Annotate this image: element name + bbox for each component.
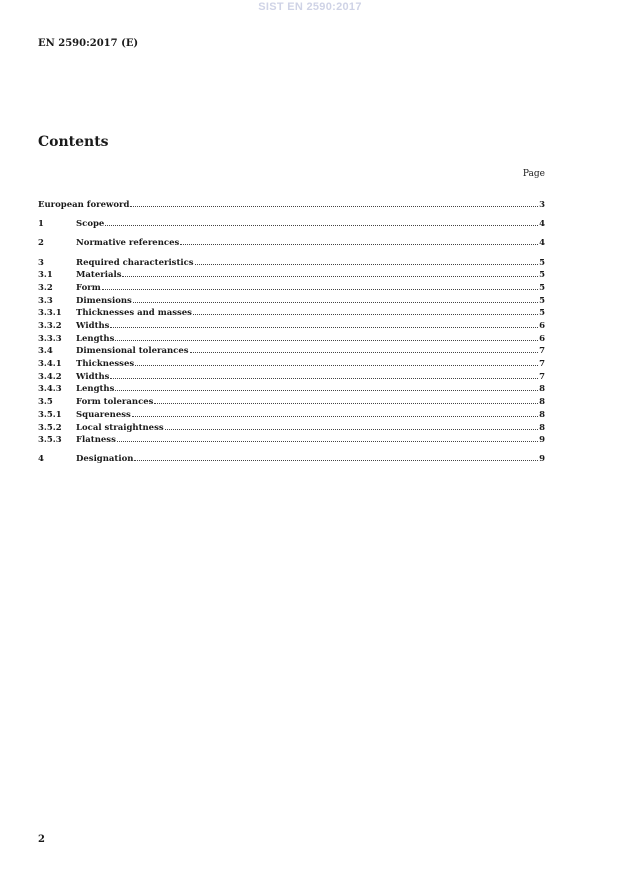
toc-entry-normative-references[interactable] (38, 237, 545, 250)
page-number: 2 (38, 834, 45, 845)
dot-leader (110, 327, 538, 328)
dot-leader (154, 403, 538, 404)
toc-entry-required-characteristics[interactable] (38, 257, 545, 270)
toc-number: 3.4.1 (38, 359, 62, 370)
toc-title: Thicknesses and masses (76, 308, 192, 319)
toc-title: Required characteristics (76, 257, 194, 268)
toc-title: Lengths (76, 333, 115, 344)
toc-entry-tolerance-thicknesses[interactable] (38, 358, 545, 371)
toc-number: 3.3.3 (38, 333, 62, 344)
dot-leader (134, 460, 538, 461)
toc-number: 1 (38, 219, 44, 230)
toc-title: Scope (76, 219, 105, 230)
dot-leader (115, 390, 538, 391)
toc-page: 7 (539, 346, 545, 357)
dot-leader (193, 314, 538, 315)
dot-leader (180, 244, 538, 245)
toc-title: Squareness (76, 409, 131, 420)
dot-leader (115, 340, 538, 341)
toc-number: 3.1 (38, 270, 53, 281)
watermark: SIST EN 2590:2017 (258, 1, 362, 13)
dot-leader (132, 416, 538, 417)
toc-entry-form-tolerances[interactable] (38, 396, 545, 409)
toc-title: Flatness (76, 435, 116, 446)
toc-title: Dimensional tolerances (76, 346, 189, 357)
toc-page: 6 (539, 321, 545, 331)
toc-page: 5 (539, 270, 545, 281)
toc-number: 3.5.1 (38, 409, 62, 420)
toc-page: 4 (539, 238, 545, 249)
toc-number: 3.3 (38, 295, 53, 306)
toc-title: Designation (76, 454, 134, 465)
toc-entry-thicknesses-and-masses[interactable] (38, 307, 545, 320)
dot-leader (102, 289, 538, 290)
dot-leader (135, 365, 538, 366)
toc-number: 3.5.3 (38, 435, 62, 446)
toc-entry-european-foreword[interactable] (38, 199, 545, 212)
toc-page: 7 (539, 359, 545, 370)
toc-page: 7 (539, 371, 545, 382)
dot-leader (133, 302, 538, 303)
toc-title: Materials (76, 270, 122, 281)
dot-leader (105, 225, 538, 226)
toc-number: 3.5.2 (38, 422, 62, 433)
toc-entry-form[interactable] (38, 282, 545, 295)
toc-title: Thicknesses (76, 359, 135, 370)
page-column-label: Page (522, 169, 545, 179)
dot-leader (122, 276, 538, 277)
toc-page: 8 (539, 397, 545, 408)
toc-entry-scope[interactable] (38, 218, 545, 231)
toc-number: 3.3.1 (38, 308, 62, 319)
toc-entry-flatness[interactable] (38, 434, 545, 447)
toc-title: Form (76, 282, 101, 293)
toc-entry-squareness[interactable] (38, 409, 545, 422)
toc-page: 8 (539, 409, 545, 420)
dot-leader (165, 429, 538, 430)
toc-page: 9 (539, 454, 545, 465)
toc-page: 8 (539, 384, 545, 395)
toc-title: European foreword (38, 200, 130, 210)
toc-title: Dimensions (76, 295, 132, 306)
toc-title: Lengths (76, 384, 115, 395)
toc-page: 5 (539, 308, 545, 319)
toc-entry-tolerance-lengths[interactable] (38, 383, 545, 396)
toc-number: 3.3.2 (38, 321, 62, 331)
toc-number: 3.2 (38, 282, 53, 293)
toc-entry-dimensional-tolerances[interactable] (38, 345, 545, 358)
toc-page: 9 (539, 435, 545, 446)
toc-page: 3 (539, 200, 545, 210)
table-of-contents (38, 199, 545, 466)
contents-heading: Contents (38, 134, 109, 150)
document-id: EN 2590:2017 (E) (38, 38, 139, 49)
toc-page: 5 (539, 257, 545, 268)
dot-leader (130, 206, 538, 207)
toc-title: Widths (76, 371, 110, 382)
toc-entry-lengths[interactable] (38, 333, 545, 346)
dot-leader (110, 378, 538, 379)
toc-number: 3.5 (38, 397, 53, 408)
toc-page: 6 (539, 333, 545, 344)
toc-number: 3.4.3 (38, 384, 62, 395)
toc-entry-tolerance-widths[interactable] (38, 371, 545, 384)
toc-number: 3.4.2 (38, 371, 62, 382)
toc-page: 5 (539, 295, 545, 306)
toc-number: 4 (38, 454, 44, 465)
toc-page: 4 (539, 219, 545, 230)
toc-page: 8 (539, 422, 545, 433)
toc-entry-widths[interactable] (38, 320, 545, 333)
toc-number: 3 (38, 257, 44, 268)
toc-page: 5 (539, 282, 545, 293)
toc-entry-local-straightness[interactable] (38, 422, 545, 435)
toc-entry-materials[interactable] (38, 269, 545, 282)
toc-number: 2 (38, 238, 44, 249)
toc-number: 3.4 (38, 346, 53, 357)
toc-title: Widths (76, 321, 110, 331)
dot-leader (195, 264, 538, 265)
dot-leader (117, 441, 538, 442)
toc-title: Form tolerances (76, 397, 154, 408)
toc-entry-dimensions[interactable] (38, 295, 545, 308)
toc-entry-designation[interactable] (38, 453, 545, 466)
toc-title: Local straightness (76, 422, 164, 433)
dot-leader (190, 352, 539, 353)
toc-title: Normative references (76, 238, 180, 249)
